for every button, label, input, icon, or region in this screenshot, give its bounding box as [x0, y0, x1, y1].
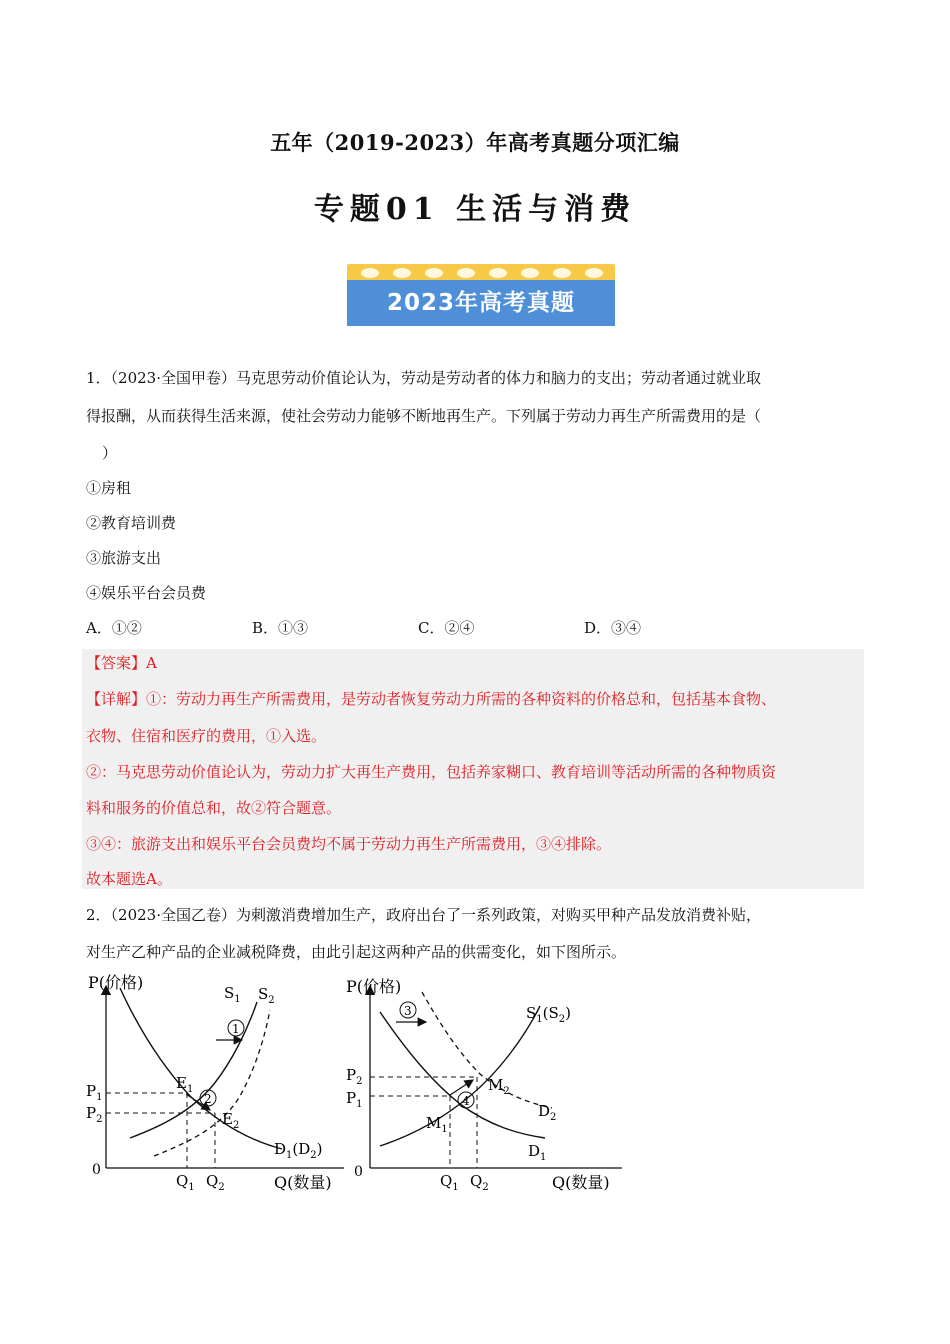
- topic-title: 专题01 生活与消费: [313, 192, 637, 227]
- q1-explain-line5: ③④：旅游支出和娱乐平台会员费均不属于劳动力再生产所需费用，③④排除。: [86, 835, 612, 853]
- q1-option-a: A．①②: [86, 619, 142, 637]
- circle-mark-4-label: 4: [462, 1094, 470, 1108]
- year-banner: [347, 264, 615, 326]
- q2-label: $Q_2$: [206, 1172, 225, 1193]
- q2-stem-line2: 对生产乙种产品的企业减税降费，由此引起这两种产品的供需变化，如下图所示。: [86, 943, 627, 961]
- e1-label: $E_1$: [176, 1074, 194, 1095]
- q1-option-d: D．③④: [584, 619, 642, 637]
- origin-label: 0: [354, 1164, 363, 1180]
- m1-label: $M_1$: [426, 1114, 448, 1135]
- demand-curve-d1: [380, 1012, 545, 1138]
- q1-conclusion: 故本题选A。: [86, 870, 172, 888]
- q1-stem-line2: 得报酬，从而获得生活来源，使社会劳动力能够不断地再生产。下列属于劳动力再生产所需费用的是（: [86, 407, 762, 425]
- q1-stem-line3: ）: [102, 444, 118, 462]
- demand-curve-d1: [120, 988, 282, 1149]
- p1-label: $P_1$: [86, 1082, 103, 1103]
- supply-curve-s2: [154, 1010, 270, 1156]
- banner-label: 2023年高考真题: [347, 280, 615, 326]
- q1-explain-line1: 【详解】①：劳动力再生产所需费用，是劳动者恢复劳动力所需的各种资料的价格总和，包括基本食物、: [86, 690, 777, 708]
- circle-mark-2-label: 2: [204, 1092, 212, 1106]
- d2-label: $D_2$: [538, 1102, 557, 1123]
- d-label: $D_1(D_2)$: [274, 1140, 323, 1161]
- q1-label: $Q_1$: [176, 1172, 195, 1193]
- circle-mark-1-label: 1: [232, 1022, 240, 1036]
- x-axis-label: Q(数量): [274, 1173, 332, 1192]
- q1-stem-line1: 1．（2023·全国甲卷）马克思劳动价值论认为，劳动是劳动者的体力和脑力的支出；劳动者通过就业取: [86, 369, 761, 387]
- q1-item-1: ①房租: [86, 479, 132, 497]
- m2-label: $M_2$: [488, 1076, 510, 1097]
- circle-mark-3-label: 3: [404, 1004, 412, 1018]
- q1-option-b: B．①③: [252, 619, 309, 637]
- d1-label: $D_1$: [528, 1142, 547, 1163]
- p2-label: $P_2$: [346, 1066, 363, 1087]
- e2-label: $E_2$: [222, 1110, 240, 1131]
- s-label: $S_1(S_2)$: [526, 1004, 572, 1025]
- q1-explain-line4: 料和服务的价值总和，故②符合题意。: [86, 799, 342, 817]
- q2-stem-line1: 2．（2023·全国乙卷）为刺激消费增加生产，政府出台了一系列政策，对购买甲种产品发放消费补贴，: [86, 906, 761, 924]
- q1-option-c: C．②④: [418, 619, 475, 637]
- q1-explain-line2: 衣物、住宿和医疗的费用，①入选。: [86, 727, 327, 745]
- left-supply-demand-graph: [82, 966, 352, 1198]
- p1-label: $P_1$: [346, 1089, 363, 1110]
- x-axis-label: Q(数量): [552, 1173, 610, 1192]
- y-axis-label: P(价格): [346, 977, 402, 996]
- y-axis-label: P(价格): [88, 973, 144, 992]
- q1-label: $Q_1$: [440, 1172, 459, 1193]
- s2-label: $S_2$: [258, 985, 275, 1006]
- supply-curve-s1: [380, 1006, 540, 1146]
- q1-explain-line3: ②：马克思劳动价值论认为，劳动力扩大再生产费用，包括养家糊口、教育培训等活动所需的各种物质资: [86, 763, 777, 781]
- q2-label: $Q_2$: [470, 1172, 489, 1193]
- q1-answer: 【答案】A: [86, 654, 157, 672]
- q1-item-2: ②教育培训费: [86, 514, 177, 532]
- right-supply-demand-graph: [340, 966, 630, 1198]
- document-title: 五年（2019-2023）年高考真题分项汇编: [270, 130, 680, 155]
- q1-item-3: ③旅游支出: [86, 549, 162, 567]
- q1-item-4: ④娱乐平台会员费: [86, 584, 207, 602]
- origin-label: 0: [92, 1162, 101, 1178]
- s1-label: $S_1$: [224, 984, 241, 1005]
- p2-label: $P_2$: [86, 1104, 103, 1125]
